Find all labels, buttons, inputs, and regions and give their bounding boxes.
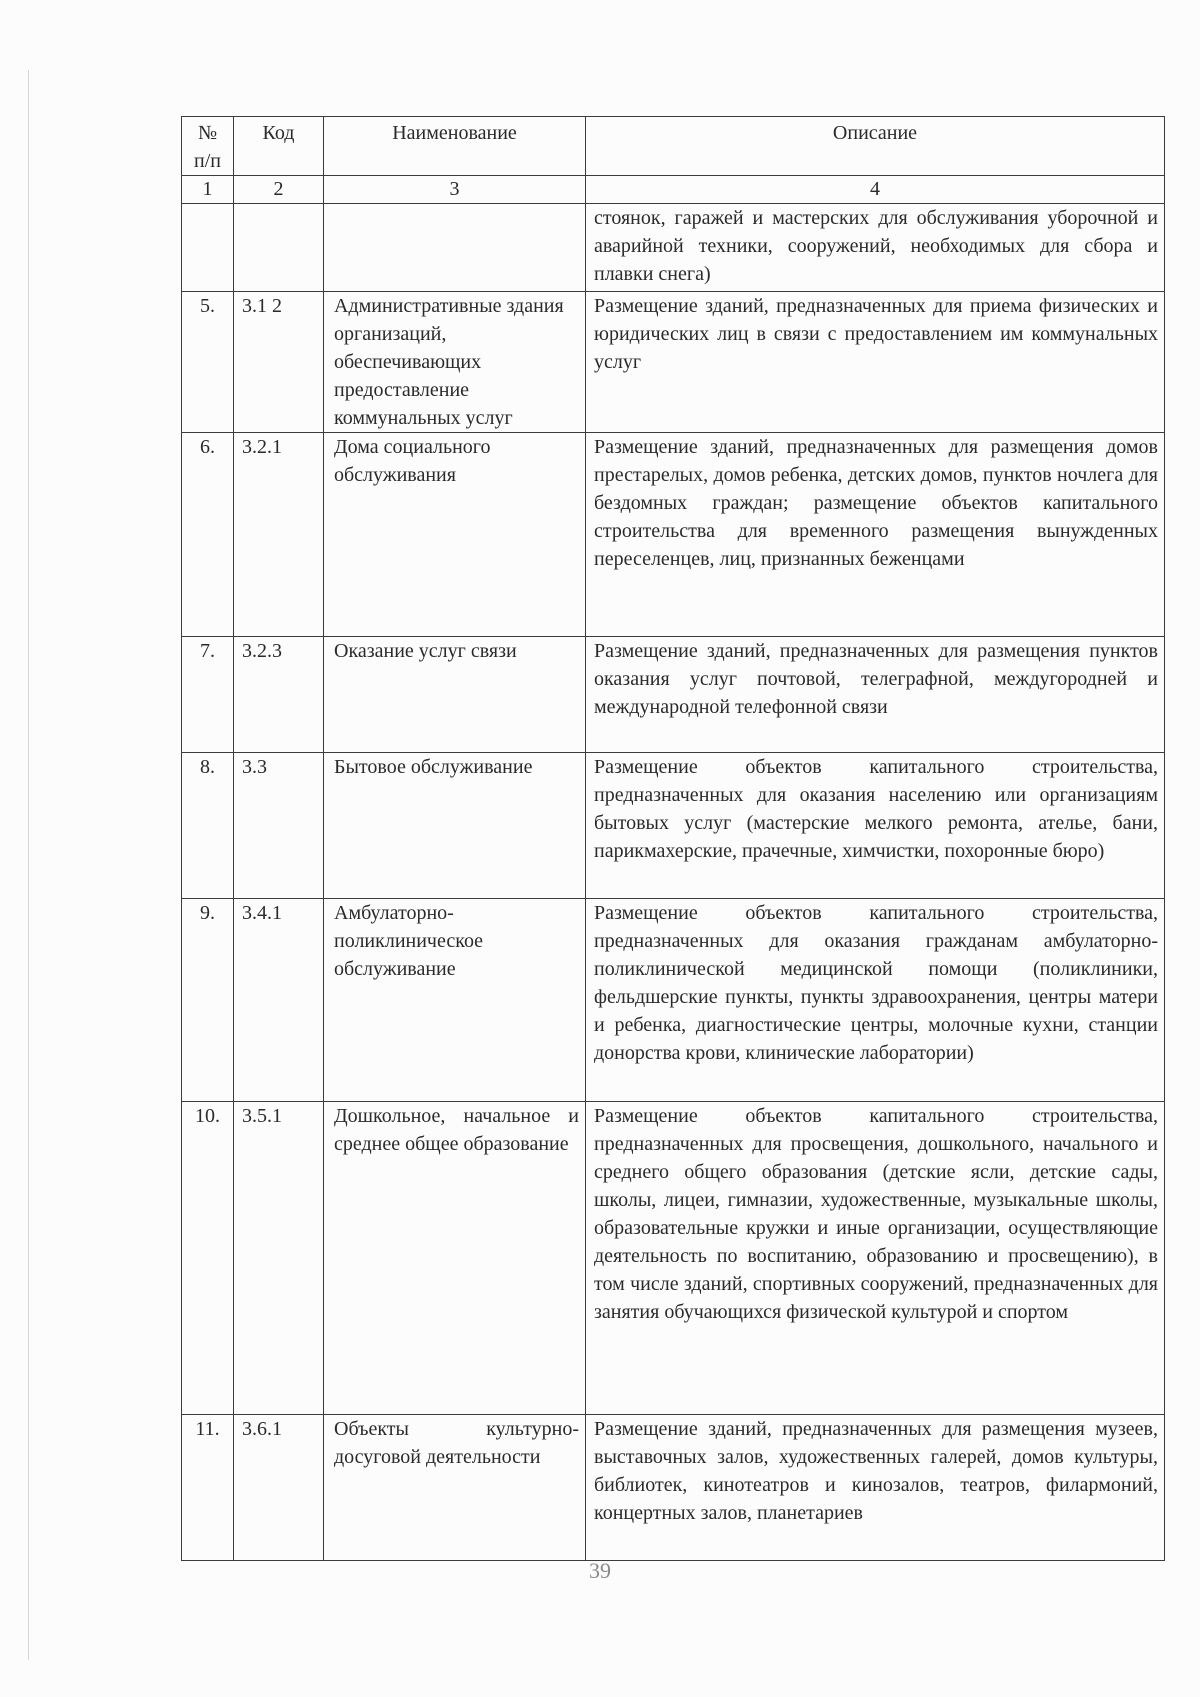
row-description: Размещение зданий, предназначенных для размещения домов престарелых, домов ребенка, детских домов, пунктов ночлега для бездомных граждан; размещение объектов капитального строительства для временного размещения вынужденных переселенцев, лиц, признанных беженцами: [586, 433, 1165, 637]
table-row: [182, 753, 1165, 899]
row-description: Размещение объектов капитального строительства, предназначенных для оказания гражданам амбулаторно-поликлинической медицинской помощи (поликлиники, фельдшерские пункты, пункты здравоохранения, центры матери и ребенка, диагностические центры, молочные кухни, станции донорства крови, клинические лаборатории): [586, 899, 1165, 1102]
row-description: Размещение зданий, предназначенных для размещения пунктов оказания услуг почтовой, телеграфной, междугородней и международной телефонной связи: [586, 637, 1165, 753]
row-code: 3.2.3: [234, 637, 324, 753]
row-name: Дома социального обслуживания: [324, 433, 586, 637]
row-description: Размещение зданий, предназначенных для размещения музеев, выставочных залов, художественных галерей, домов культуры, библиотек, кинотеатров и кинозалов, театров, филармоний, концертных залов, планетариев: [586, 1415, 1165, 1561]
table-row: [182, 899, 1165, 1102]
row-code: 3.1 2: [234, 292, 324, 433]
row-name: [324, 204, 586, 292]
column-number: 1: [182, 176, 234, 204]
page-number: 39: [589, 1558, 611, 1583]
row-name: Бытовое обслуживание: [324, 753, 586, 899]
row-code: 3.3: [234, 753, 324, 899]
table-header-row: [182, 117, 1165, 176]
row-number: [182, 204, 234, 292]
land-use-table: [181, 116, 1165, 1561]
row-name: Административные здания организаций, обеспечивающих предоставление коммунальных услуг: [324, 292, 586, 433]
row-name: Амбулаторно-поликлиническое обслуживание: [324, 899, 586, 1102]
table-row: [182, 1102, 1165, 1415]
scan-edge-line: [28, 70, 29, 1660]
column-number: 4: [586, 176, 1165, 204]
row-number: 9.: [182, 899, 234, 1102]
row-number: 11.: [182, 1415, 234, 1561]
header-code: Код: [234, 117, 324, 176]
row-number: 10.: [182, 1102, 234, 1415]
table-row: [182, 292, 1165, 433]
header-description: Описание: [586, 117, 1165, 176]
row-number: 5.: [182, 292, 234, 433]
table-row: [182, 1415, 1165, 1561]
row-name: Оказание услуг связи: [324, 637, 586, 753]
header-number: № п/п: [182, 117, 234, 176]
row-number: 8.: [182, 753, 234, 899]
row-code: 3.4.1: [234, 899, 324, 1102]
row-code: 3.5.1: [234, 1102, 324, 1415]
row-description: Размещение объектов капитального строительства, предназначенных для оказания населению или организациям бытовых услуг (мастерские мелкого ремонта, ателье, бани, парикмахерские, прачечные, химчистки, похоронные бюро): [586, 753, 1165, 899]
column-number: 2: [234, 176, 324, 204]
row-description: стоянок, гаражей и мастерских для обслуживания уборочной и аварийной техники, сооружений, необходимых для сбора и плавки снега): [586, 204, 1165, 292]
row-name: Объекты культурно-досуговой деятельности: [324, 1415, 586, 1561]
table-row: [182, 637, 1165, 753]
row-number: 6.: [182, 433, 234, 637]
column-number: 3: [324, 176, 586, 204]
table-row: [182, 204, 1165, 292]
row-description: Размещение зданий, предназначенных для приема физических и юридических лиц в связи с предоставлением им коммунальных услуг: [586, 292, 1165, 433]
row-number: 7.: [182, 637, 234, 753]
header-name: Наименование: [324, 117, 586, 176]
row-code: [234, 204, 324, 292]
row-description: Размещение объектов капитального строительства, предназначенных для просвещения, дошкольного, начального и среднего общего образования (детские ясли, детские сады, школы, лицеи, гимназии, художественные, музыкальные школы, образовательные кружки и иные организации, осуществляющие деятельность по воспитанию, образованию и просвещению), в том числе зданий, спортивных сооружений, предназначенных для занятия обучающихся физической культурой и спортом: [586, 1102, 1165, 1415]
row-name: Дошкольное, начальное и среднее общее образование: [324, 1102, 586, 1415]
column-number-row: [182, 176, 1165, 204]
table-row: [182, 433, 1165, 637]
row-code: 3.2.1: [234, 433, 324, 637]
row-code: 3.6.1: [234, 1415, 324, 1561]
